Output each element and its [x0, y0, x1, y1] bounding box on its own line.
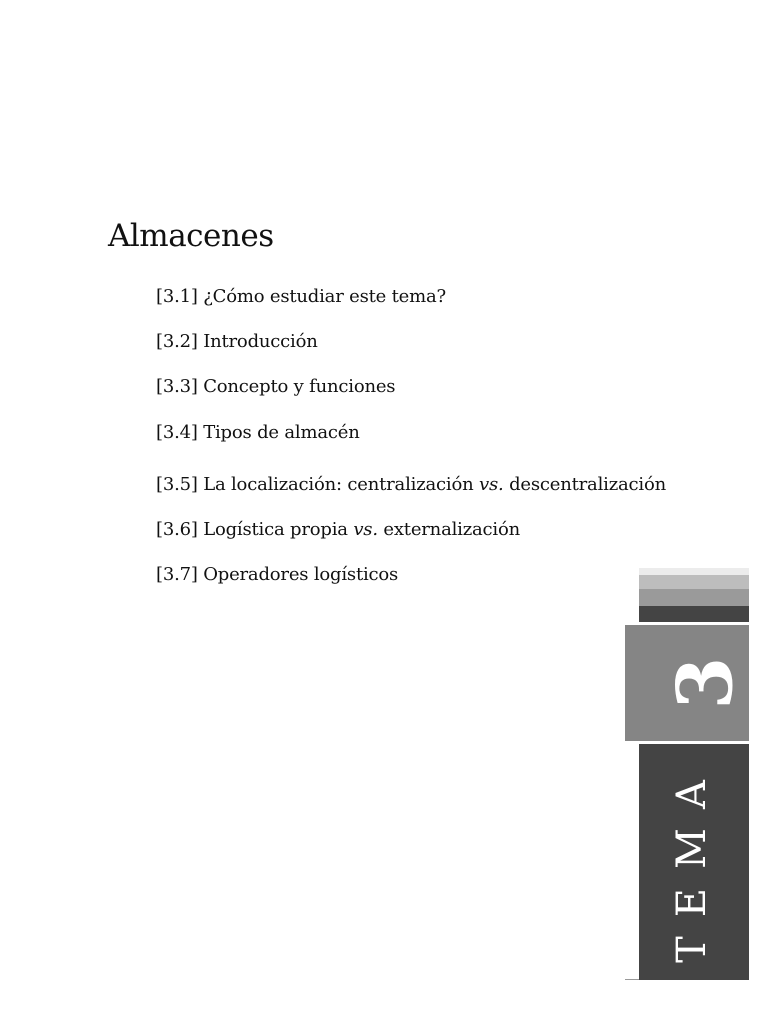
toc-item-3-7 [156, 564, 398, 585]
toc-item-3-1 [156, 286, 446, 307]
decorative-stripe [639, 575, 749, 589]
toc-item-label: [3.4] Tipos de almacén [156, 422, 360, 443]
toc-item-label: [3.7] Operadores logísticos [156, 564, 399, 585]
toc-item-3-6 [156, 519, 520, 540]
toc-item-label-end: descentralización [503, 474, 666, 495]
decorative-stripe [639, 568, 749, 575]
decorative-stripe [639, 606, 749, 622]
toc-item-label: [3.2] Introducción [156, 331, 318, 352]
toc-item-3-2 [156, 331, 318, 352]
divider [625, 979, 639, 980]
toc-item-3-3 [156, 376, 395, 397]
toc-item-vs: vs. [479, 474, 504, 495]
chapter-number-box [625, 625, 749, 741]
toc-item-label-start: [3.5] La localización: centralización [156, 474, 480, 495]
chapter-number: 3 [659, 656, 749, 710]
toc-item-3-5 [156, 474, 666, 495]
toc-item-label: [3.1] ¿Cómo estudiar este tema? [156, 286, 446, 307]
toc-item-label-end: externalización [377, 519, 520, 540]
toc-item-label: [3.3] Concepto y funciones [156, 376, 396, 397]
toc-item-vs: vs. [353, 519, 378, 540]
decorative-stripe [639, 589, 749, 606]
toc-item-label-start: [3.6] Logística propia [156, 519, 354, 540]
chapter-word: TEMA [669, 761, 715, 963]
toc-item-3-4 [156, 422, 360, 443]
page-title: Almacenes [108, 218, 274, 254]
